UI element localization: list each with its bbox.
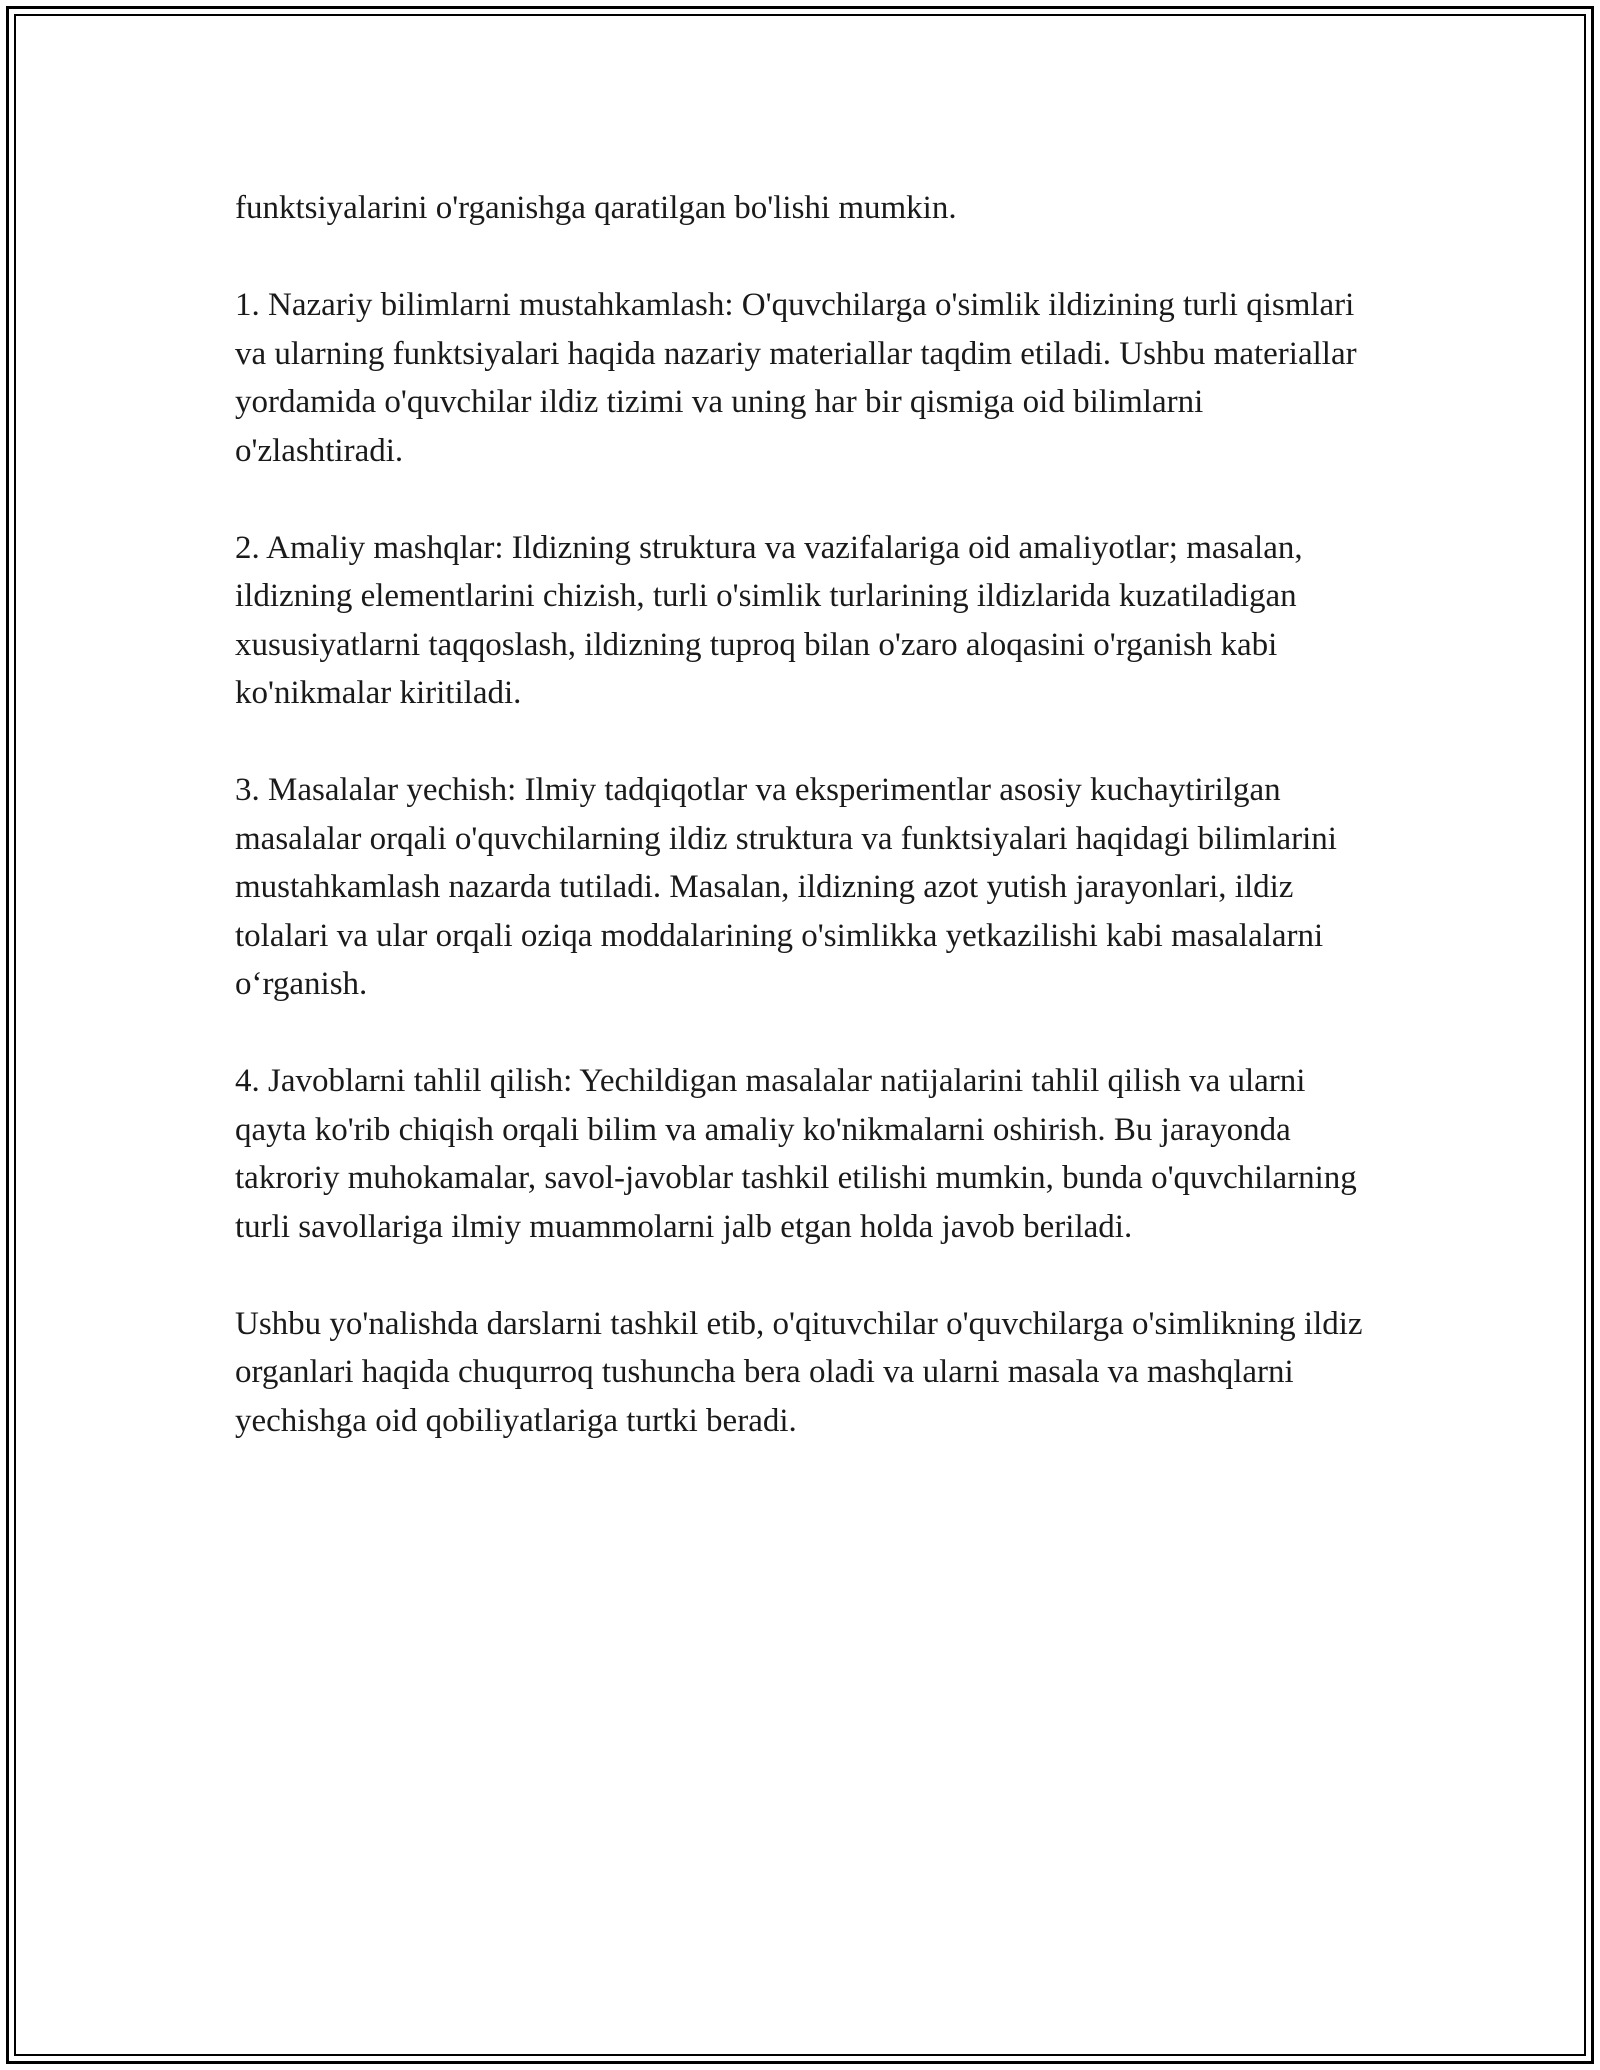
- paragraph-item-3: 3. Masalalar yechish: Ilmiy tadqiqotlar va eksperimentlar asosiy kuchaytirilgan masalalar orqali o'quvchilarning ildiz struktura va funktsiyalari haqidagi bilimlarini mustahkamlash nazarda tutiladi. Masalan, ildizning azot yutish jarayonlari, ildiz tolalari va ular orqali oziqa moddalarining o'simlikka yetkazilishi kabi masalalarni o‘rganish.: [235, 772, 1337, 1002]
- paragraph-item-4: 4. Javoblarni tahlil qilish: Yechildigan masalalar natijalarini tahlil qilish va ularni qayta ko'rib chiqish orqali bilim va amaliy ko'nikmalarni oshirish. Bu jarayonda takroriy muhokamalar, savol-javoblar tashkil etilishi mumkin, bunda o'quvchilarning turli savollariga ilmiy muammolarni jalb etgan holda javob beriladi.: [235, 1063, 1357, 1245]
- paragraph-item-2: 2. Amaliy mashqlar: Ildizning struktura va vazifalariga oid amaliyotlar; masalan, ildizning elementlarini chizish, turli o'simlik turlarining ildizlarida kuzatiladigan xususiyatlarni taqqoslash, ildizning tuproq bilan o'zaro aloqasini o'rganish kabi ko'nikmalar kiritiladi.: [235, 529, 1303, 711]
- paragraph-conclusion: Ushbu yo'nalishda darslarni tashkil etib, o'qituvchilar o'quvchilarga o'simlikning ildiz organlari haqida chuqurroq tushuncha bera oladi va ularni masala va mashqlarni yechishga oid qobiliyatlariga turtki beradi.: [235, 1305, 1363, 1439]
- paragraph-item-1: 1. Nazariy bilimlarni mustahkamlash: O'quvchilarga o'simlik ildizining turli qismlari va ularning funktsiyalari haqida nazariy materiallar taqdim etiladi. Ushbu materiallar yordamida o'quvchilar ildiz tizimi va uning har bir qismiga oid bilimlarni o'zlashtiradi.: [235, 287, 1357, 469]
- paragraph-intro: funktsiyalarini o'rganishga qaratilgan bo'lishi mumkin.: [235, 190, 957, 226]
- document-body: [235, 184, 1365, 1445]
